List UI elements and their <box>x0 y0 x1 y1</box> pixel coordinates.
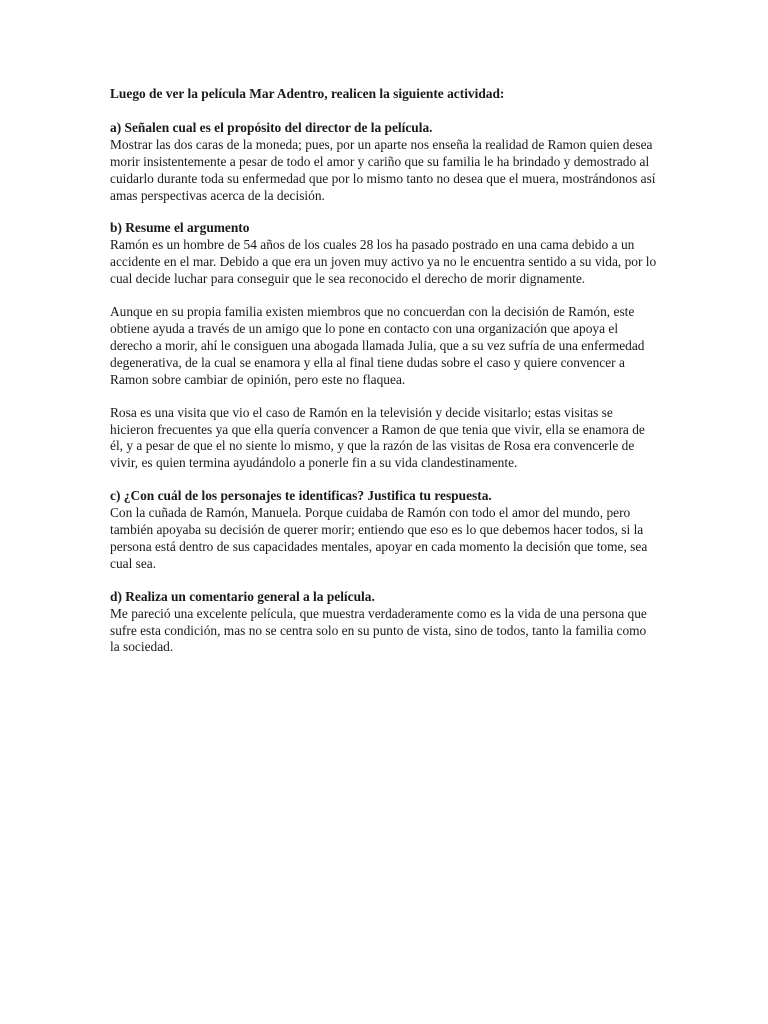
section-paragraph: Con la cuñada de Ramón, Manuela. Porque cuidaba de Ramón con todo el amor del mundo, pero también apoyaba su decisión de querer morir; entiendo que eso es lo que debemos hacer todos, si la persona está dentro de sus capacidades mentales, apoyar en cada momento la decisión que tome, sea cual sea. <box>110 505 648 571</box>
section-heading: b) Resume el argumento <box>110 220 250 236</box>
section-heading: a) Señalen cual es el propósito del director de la película. <box>110 119 433 135</box>
section-paragraph: Me pareció una excelente película, que muestra verdaderamente como es la vida de una persona que sufre esta condición, mas no se centra solo en su punto de vista, sino de todos, tanto la familia como la sociedad. <box>110 605 647 655</box>
section-a <box>110 120 658 205</box>
section-heading: c) ¿Con cuál de los personajes te identificas? Justifica tu respuesta. <box>110 488 492 504</box>
section-c <box>110 488 658 573</box>
section-paragraph: Ramón es un hombre de 54 años de los cuales 28 los ha pasado postrado en una cama debido a un accidente en el mar. Debido a que era un joven muy activo ya no le encuentra sentido a su vida, por lo cual decide luchar para conseguir que le sea reconocido el derecho de morir dignamente. <box>110 237 657 287</box>
section-paragraph: Aunque en su propia familia existen miembros que no concuerdan con la decisión de Ramón, este obtiene ayuda a través de un amigo que lo pone en contacto con una organización que apoya el derecho a morir, ahí le consiguen una abogada llamada Julia, que a su vez sufría de una enfermedad degenerativa, de la cual se enamora y ella al final tiene dudas sobre el caso y quiere convencer a Ramon sobre cambiar de opinión, pero este no flaquea. <box>110 304 645 387</box>
document-title: Luego de ver la película Mar Adentro, realicen la siguiente actividad: <box>110 86 505 101</box>
section-heading: d) Realiza un comentario general a la película. <box>110 588 375 604</box>
section-d <box>110 589 658 657</box>
section-paragraph: Mostrar las dos caras de la moneda; pues, por un aparte nos enseña la realidad de Ramon quien desea morir insistentemente a pesar de todo el amor y cariño que su familia le ha brindado y demostrado al cuidarlo durante toda su enfermedad que por lo mismo tanto no desea que el muera, mostrándonos así amas perspectivas acerca de la decisión. <box>110 136 656 203</box>
section-paragraph: Rosa es una visita que vio el caso de Ramón en la televisión y decide visitarlo; estas visitas se hicieron frecuentes ya que ella quería convencer a Ramon de que tenia que vivir, ella se enamora de él, y a pesar de que el no siente lo mismo, y que la razón de las visitas de Rosa era convencerle de vivir, es quien termina ayudándolo a ponerle fin a su vida clandestinamente. <box>110 404 645 471</box>
document-body <box>110 86 658 672</box>
section-b <box>110 220 658 472</box>
